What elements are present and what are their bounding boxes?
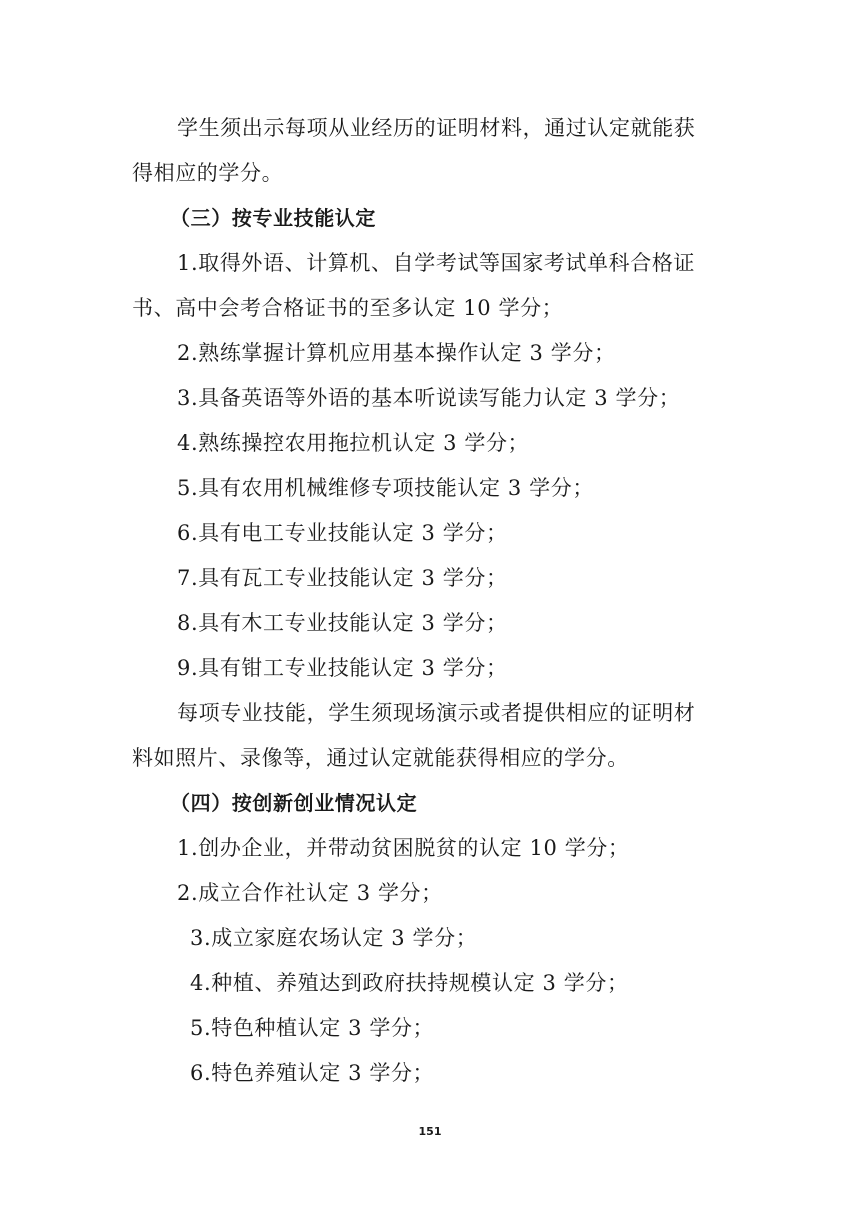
list-item: 9.具有钳工专业技能认定 3 学分； — [177, 656, 508, 680]
list-item: 1.取得外语、计算机、自学考试等国家考试单科合格证 — [177, 251, 696, 275]
section-heading: （三）按专业技能认定 — [170, 206, 376, 230]
list-item: 5.特色种植认定 3 学分； — [190, 1016, 435, 1040]
list-item: 8.具有木工专业技能认定 3 学分； — [177, 611, 508, 635]
list-item: 4.熟练操控农用拖拉机认定 3 学分； — [177, 431, 530, 455]
paragraph-line: 料如照片、录像等，通过认定就能获得相应的学分。 — [132, 746, 629, 770]
paragraph-line: 学生须出示每项从业经历的证明材料，通过认定就能获 — [177, 116, 696, 140]
list-item: 2.熟练掌握计算机应用基本操作认定 3 学分； — [177, 341, 616, 365]
list-item: 7.具有瓦工专业技能认定 3 学分； — [177, 566, 508, 590]
list-item: 6.具有电工专业技能认定 3 学分； — [177, 521, 508, 545]
list-item: 5.具有农用机械维修专项技能认定 3 学分； — [177, 476, 594, 500]
paragraph-line: 每项专业技能，学生须现场演示或者提供相应的证明材 — [177, 701, 696, 725]
list-item: 2.成立合作社认定 3 学分； — [177, 881, 443, 905]
paragraph-line: 得相应的学分。 — [132, 161, 284, 185]
list-item-continuation: 书、高中会考合格证书的至多认定 10 学分； — [132, 296, 564, 320]
list-item: 3.成立家庭农场认定 3 学分； — [190, 926, 478, 950]
list-item: 6.特色养殖认定 3 学分； — [190, 1061, 435, 1085]
list-item: 4.种植、养殖达到政府扶持规模认定 3 学分； — [190, 971, 629, 995]
list-item: 3.具备英语等外语的基本听说读写能力认定 3 学分； — [177, 386, 681, 410]
page-number: 151 — [418, 1125, 442, 1138]
list-item: 1.创办企业，并带动贫困脱贫的认定 10 学分； — [177, 836, 630, 860]
section-heading: （四）按创新创业情况认定 — [170, 791, 418, 815]
